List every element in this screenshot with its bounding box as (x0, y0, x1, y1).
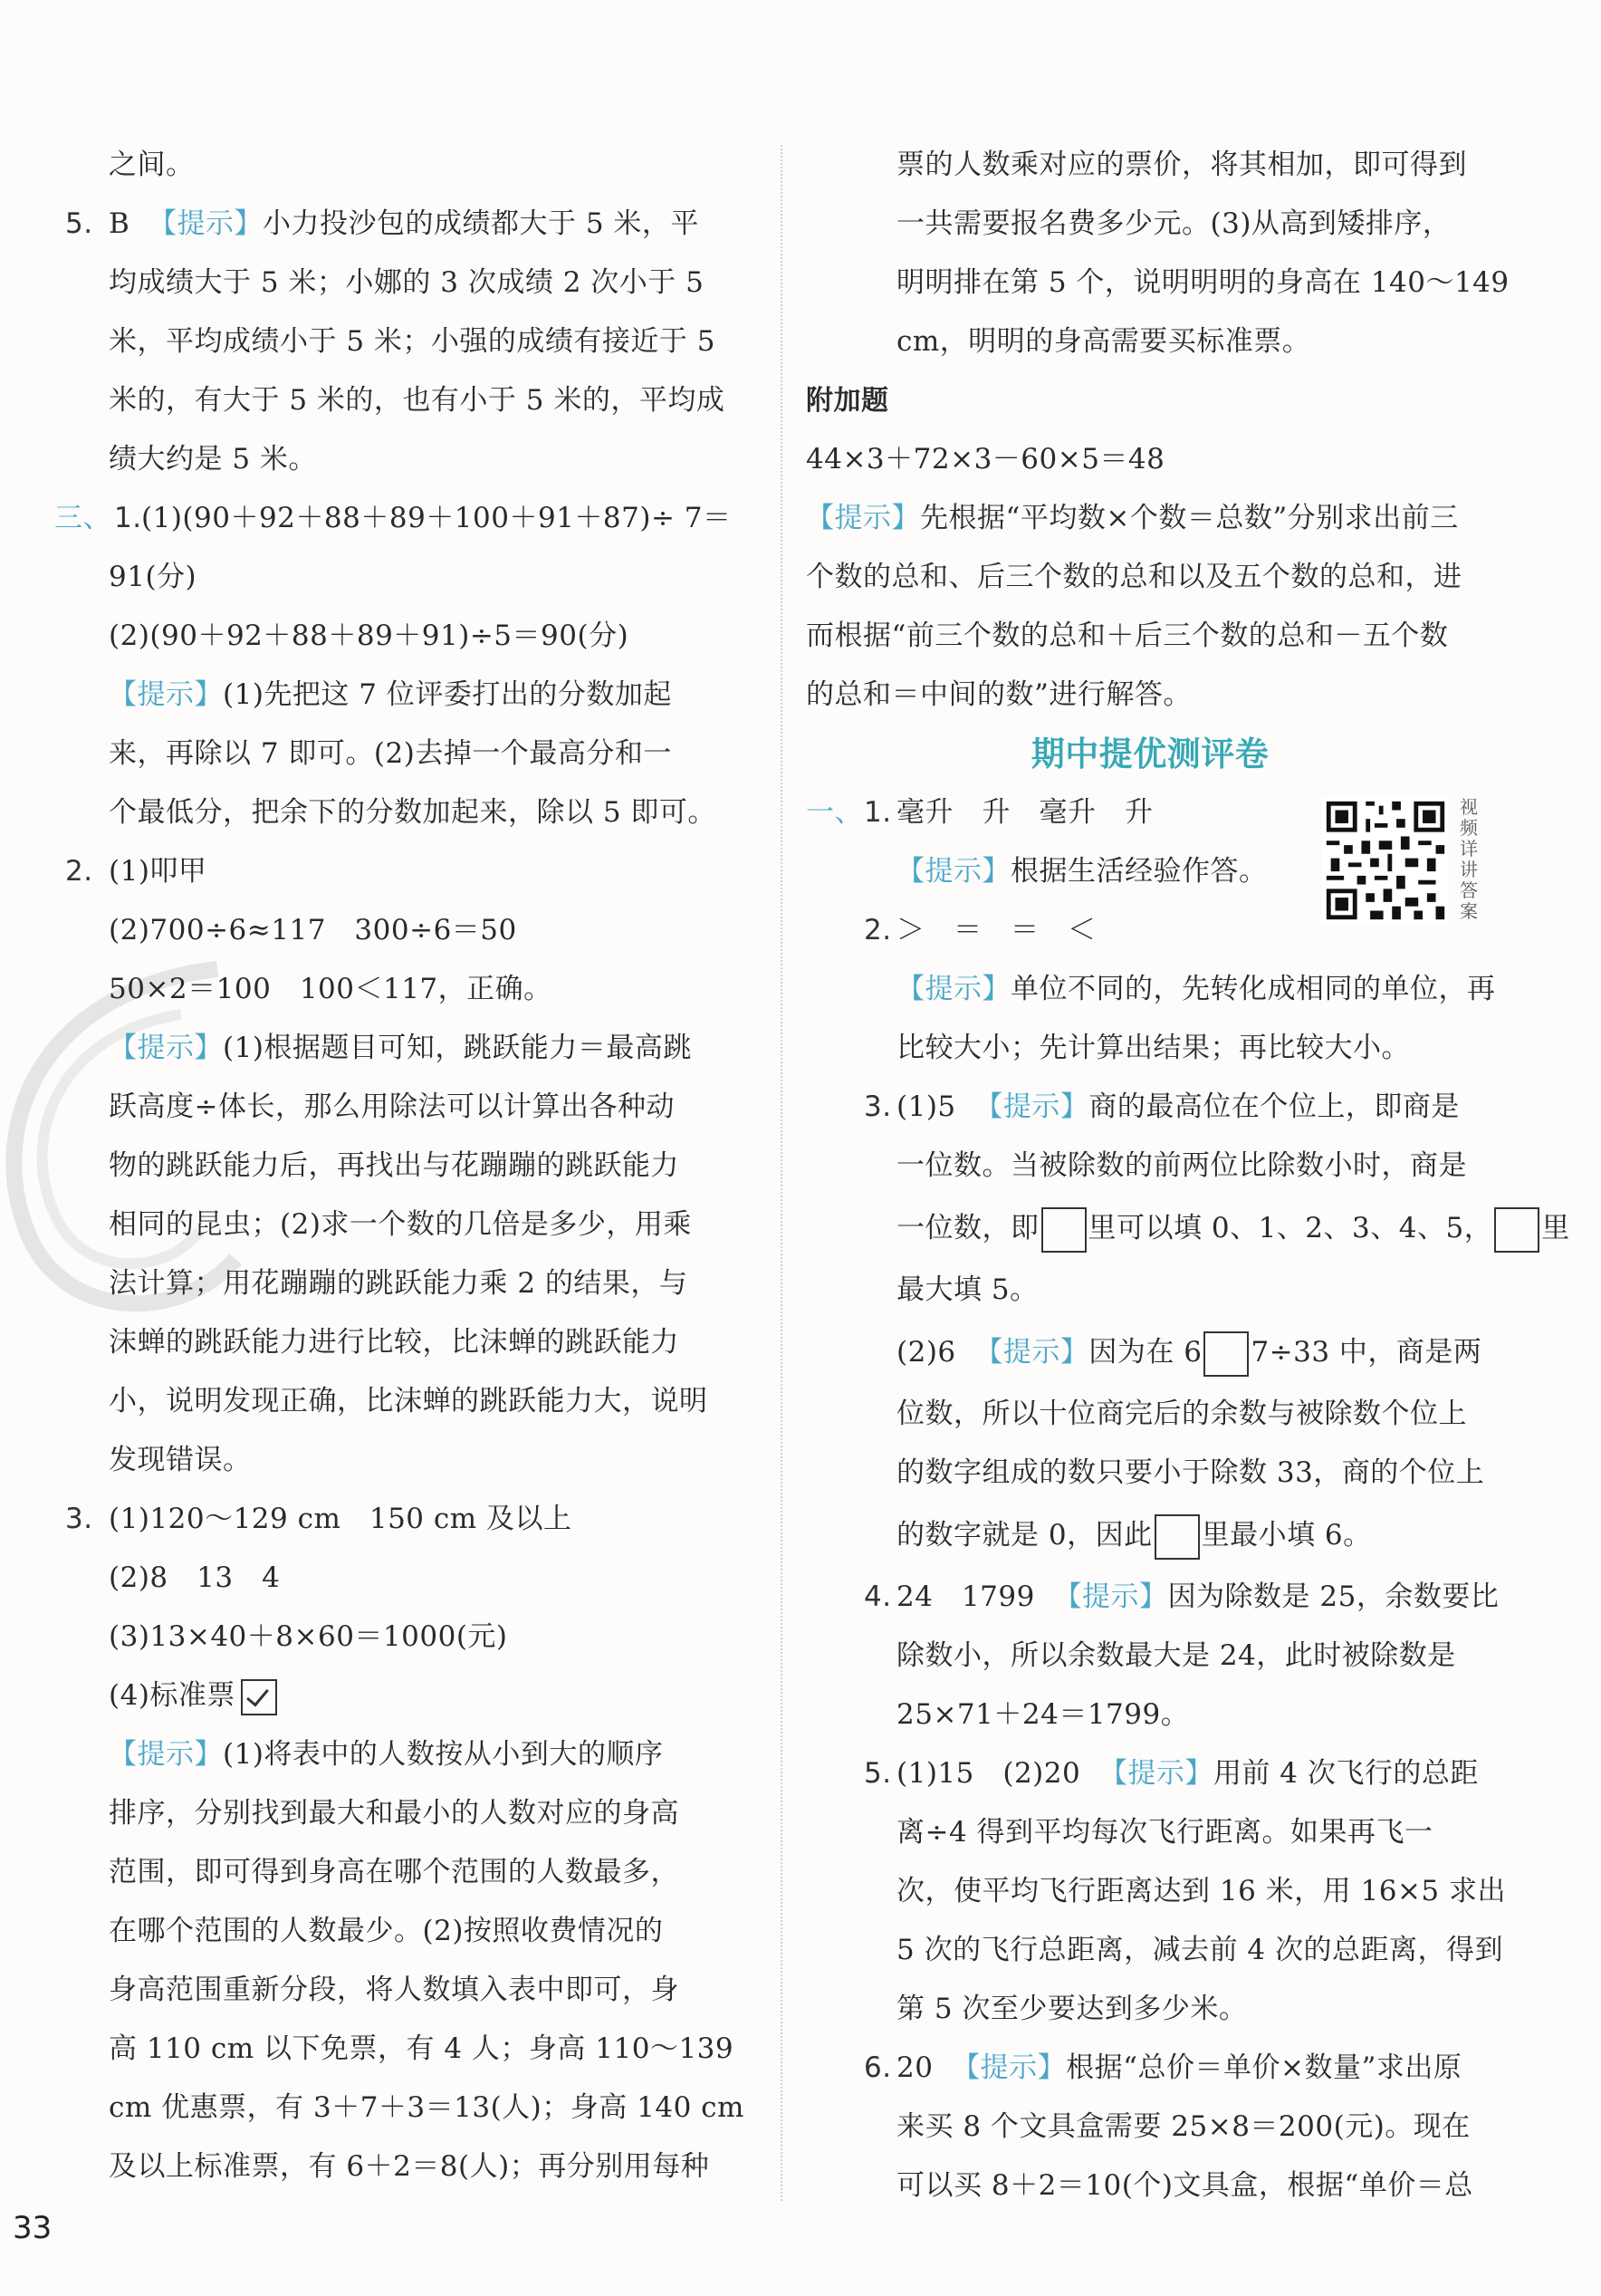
tip-text: 最大填 5。 (896, 1273, 1039, 1306)
line (806, 195, 1494, 254)
page-number: 33 (13, 2210, 53, 2246)
line (109, 1843, 752, 1902)
line (806, 1686, 1494, 1744)
tip-text: 身高范围重新分段，将人数填入表中即可，身 (109, 1974, 679, 2006)
line (806, 1921, 1504, 1980)
answer: (1)(90＋92＋88＋89＋100＋91＋87)÷ 7＝ (141, 502, 732, 534)
q6-line (806, 2039, 1494, 2098)
blank-box (1155, 1514, 1200, 1560)
tip-text: 物的跳跃能力后，再找出与花蹦蹦的跳跃能力 (109, 1149, 679, 1182)
q5-line (65, 195, 752, 254)
tip-text: 而根据“前三个数的总和＋后三个数的总和－五个数 (806, 620, 1449, 652)
tip-text: cm 优惠票，有 3＋7＋3＝13(人)；身高 140 cm (109, 2091, 744, 2124)
line (109, 1784, 752, 1843)
line (109, 725, 752, 783)
question-number: 5. (864, 1757, 892, 1790)
tip-text: (1)将表中的人数按从小到大的顺序 (223, 1738, 664, 1771)
tip-text: 来买 8 个文具盒需要 25×8＝200(元)。现在 (896, 2110, 1471, 2143)
line (806, 1261, 1494, 1320)
answer: (4)标准票 (109, 1679, 235, 1712)
tip-text: 高 110 cm 以下免票，有 4 人；身高 110～139 (109, 2032, 734, 2065)
line (109, 1725, 752, 1784)
q3-line (806, 1078, 1494, 1137)
answer: (2)8 13 4 (109, 1561, 281, 1594)
line (806, 1627, 1494, 1686)
tip-label: 【提示】 (109, 1738, 223, 1771)
line (109, 2079, 752, 2137)
answer: 20 (896, 2051, 934, 2084)
tip-text: 一位数。当被除数的前两位比除数小时，商是 (896, 1149, 1467, 1182)
tip-text: 小，说明发现正确，比沫蝉的跳跃能力大，说明 (109, 1385, 708, 1417)
line (109, 136, 752, 195)
tip-label: 【提示】 (109, 678, 223, 711)
tip-text: 的数字组成的数只要小于除数 33，商的个位上 (896, 1456, 1485, 1489)
line (109, 666, 752, 725)
tip-text: 除数小，所以余数最大是 24，此时被除数是 (896, 1639, 1456, 1672)
line (806, 548, 1494, 607)
tip-text: 因为在 6 (1088, 1336, 1203, 1369)
tip-text: 及以上标准票，有 6＋2＝8(人)；再分别用每种 (109, 2150, 710, 2183)
tip-text: 明明排在第 5 个，说明明明的身高在 140～149 (896, 266, 1510, 299)
exam-title: 期中提优测评卷 (1031, 735, 1270, 773)
line (806, 312, 1494, 371)
line (109, 1549, 752, 1608)
line (806, 2098, 1494, 2157)
tip-text: 单位不同的，先转化成相同的单位，再 (1011, 973, 1496, 1005)
question-number: 2. (65, 855, 93, 888)
section-label: 三、 (54, 502, 111, 534)
tip-text: 在哪个范围的人数最少。(2)按照收费情况的 (109, 1915, 664, 1947)
line (806, 1503, 1494, 1568)
blank-box (1203, 1331, 1249, 1377)
line (109, 901, 752, 960)
line (109, 548, 752, 607)
tip-text: 法计算；用花蹦蹦的跳跃能力乘 2 的结果，与 (109, 1267, 688, 1300)
tip-text: 离÷4 得到平均每次飞行距离。如果再飞一 (896, 1816, 1433, 1849)
tip-text: 相同的昆虫；(2)求一个数的几倍是多少，用乘 (109, 1208, 692, 1241)
tip-text: 第 5 次至少要达到多少米。 (896, 1993, 1248, 2025)
answer: 91(分) (109, 561, 197, 593)
line (806, 666, 1494, 725)
answer: 50×2＝100 100＜117，正确。 (109, 973, 552, 1005)
question-number: 5. (65, 207, 93, 240)
tip-text: 均成绩大于 5 米；小娜的 3 次成绩 2 次小于 5 (109, 266, 705, 299)
answer: ＞ ＝ ＝ ＜ (896, 914, 1097, 946)
question-number: 1. (864, 796, 892, 829)
question-number: 6. (864, 2051, 892, 2084)
tip-label: 【提示】 (896, 855, 1011, 888)
checked-box (241, 1679, 277, 1715)
tip-text: 个最低分，把余下的分数加起来，除以 5 即可。 (109, 796, 716, 829)
tip-text: 里可以填 0、1、2、3、4、5， (1088, 1212, 1493, 1244)
tip-label: 【提示】 (109, 1032, 223, 1064)
tip-text: 跃高度÷体长，那么用除法可以计算出各种动 (109, 1090, 675, 1123)
tip-text: 一位数，即 (896, 1212, 1040, 1244)
line (806, 1862, 1507, 1921)
tip-text: cm，明明的身高需要买标准票。 (896, 325, 1311, 358)
answer: (1)叩甲 (109, 855, 207, 888)
answer: (1)15 (2)20 (896, 1757, 1081, 1790)
right-column (806, 136, 1570, 2215)
tip-text: 沫蝉的跳跃能力进行比较，比沫蝉的跳跃能力 (109, 1326, 679, 1359)
question-number: 2. (864, 914, 892, 946)
tip-text: (1)根据题目可知，跳跃能力＝最高跳 (223, 1032, 692, 1064)
line (806, 430, 1494, 489)
tip-text: 米的，有大于 5 米的，也有小于 5 米的，平均成 (109, 384, 725, 417)
answer: (1)120～129 cm 150 cm 及以上 (109, 1503, 572, 1535)
line (806, 1137, 1494, 1196)
answer: 毫升 升 毫升 升 (896, 796, 1154, 829)
tip-text: 来，再除以 7 即可。(2)去掉一个最高分和一 (109, 737, 672, 770)
tip-text: 先根据“平均数×个数＝总数”分别求出前三 (920, 502, 1459, 534)
line (806, 1803, 1494, 1862)
tip-text: 可以买 8＋2＝10(个)文具盒，根据“单价＝总 (896, 2169, 1473, 2202)
tip-text: (1)先把这 7 位评委打出的分数加起 (223, 678, 672, 711)
question-number: 4. (864, 1580, 892, 1613)
line (109, 1313, 752, 1372)
line (109, 312, 752, 371)
s3-q3-line (65, 1490, 752, 1549)
tip-text: 一共需要报名费多少元。(3)从高到矮排序， (896, 207, 1452, 240)
line (109, 2137, 752, 2196)
tip-label: 【提示】 (1098, 1757, 1213, 1790)
tip-text: 排序，分别找到最大和最小的人数对应的身高 (109, 1797, 679, 1830)
tip-label: 【提示】 (1053, 1580, 1168, 1613)
tip-label: 【提示】 (952, 2051, 1067, 2084)
tip-text: 的总和＝中间的数”进行解答。 (806, 678, 1192, 711)
tip-text: 25×71＋24＝1799。 (896, 1698, 1190, 1731)
tip-label: 【提示】 (974, 1336, 1089, 1369)
tip-text: 的数字就是 0，因此 (896, 1519, 1153, 1551)
line (806, 136, 1494, 195)
tip-text: 比较大小；先计算出结果；再比较大小。 (896, 1032, 1410, 1064)
tip-text: 票的人数乘对应的票价，将其相加，即可得到 (896, 149, 1467, 181)
tip-text: 因为除数是 25，余数要比 (1167, 1580, 1500, 1613)
line (109, 607, 752, 666)
line (109, 1137, 752, 1196)
question-number: 3. (864, 1090, 892, 1123)
tip-text: 商的最高位在个位上，即商是 (1088, 1090, 1460, 1123)
tip-text: 根据“总价＝单价×数量”求出原 (1066, 2051, 1462, 2084)
line (806, 1385, 1494, 1444)
line (806, 960, 1494, 1019)
s3-q1-line (54, 489, 752, 548)
s3-q2-line (65, 842, 752, 901)
text: 之间。 (109, 149, 195, 181)
tip-text: 根据生活经验作答。 (1011, 855, 1268, 888)
tip-text: 小力投沙包的成绩都大于 5 米，平 (263, 207, 699, 240)
left-column (54, 136, 752, 2196)
qr-code-icon[interactable] (1322, 797, 1449, 924)
tip-text: 个数的总和、后三个数的总和以及五个数的总和，进 (806, 561, 1462, 593)
answer: (2)(90＋92＋88＋89＋91)÷5＝90(分) (109, 620, 629, 652)
column-divider (781, 145, 782, 2201)
line (806, 1196, 1570, 1261)
line (806, 2157, 1494, 2215)
question-number: 3. (65, 1503, 93, 1535)
line (806, 1980, 1494, 2039)
line (109, 1431, 752, 1490)
video-answer-label: 视频详讲答案 (1460, 796, 1478, 922)
answer: 44×3＋72×3－60×5＝48 (806, 443, 1165, 476)
q4-line (806, 1568, 1500, 1627)
question-number: 1. (114, 502, 142, 534)
line (109, 2020, 752, 2079)
tip-text: 里最小填 6。 (1201, 1519, 1372, 1551)
tip-text: 用前 4 次飞行的总距 (1213, 1757, 1479, 1790)
line (109, 960, 752, 1019)
tip-text: 发现错误。 (109, 1444, 252, 1476)
line (806, 1320, 1494, 1385)
q5-line (806, 1744, 1494, 1803)
section-label: 一、 (806, 796, 863, 829)
line (806, 489, 1494, 548)
tip-label: 【提示】 (896, 973, 1011, 1005)
line (109, 371, 752, 430)
tip-text: 米，平均成绩小于 5 米；小强的成绩有接近于 5 (109, 325, 716, 358)
tip-text: 7÷33 中，商是两 (1251, 1336, 1482, 1369)
answer: B (109, 207, 130, 240)
blank-box (1041, 1207, 1087, 1253)
line (806, 607, 1494, 666)
tip-text: 次，使平均飞行距离达到 16 米，用 16×5 求出 (896, 1875, 1507, 1907)
tip-text: 范围，即可得到身高在哪个范围的人数最多， (109, 1856, 679, 1888)
line (109, 1902, 752, 1961)
line (806, 254, 1510, 312)
answer: (2)700÷6≈117 300÷6＝50 (109, 914, 517, 946)
tip-label: 【提示】 (974, 1090, 1089, 1123)
line (806, 1019, 1494, 1078)
line (806, 371, 1494, 430)
answer: (3)13×40＋8×60＝1000(元) (109, 1620, 508, 1653)
tip-label: 【提示】 (806, 502, 920, 534)
blank-box (1494, 1207, 1539, 1253)
line (109, 1961, 752, 2020)
tip-text: 5 次的飞行总距离，减去前 4 次的总距离，得到 (896, 1934, 1504, 1966)
answer: 24 1799 (896, 1580, 1035, 1613)
answer: (1)5 (896, 1090, 956, 1123)
section-title: 附加题 (806, 385, 889, 417)
line (109, 1254, 752, 1313)
tip-text: 位数，所以十位商完后的余数与被除数个位上 (896, 1398, 1467, 1430)
line (109, 1196, 752, 1254)
line (109, 1078, 752, 1137)
answer: (2)6 (896, 1336, 956, 1369)
line (806, 1444, 1494, 1503)
line (109, 1667, 752, 1725)
line (109, 430, 752, 489)
tip-text: 里 (1541, 1212, 1570, 1244)
tip-text: 绩大约是 5 米。 (109, 443, 317, 476)
line (109, 1019, 752, 1078)
line (109, 1372, 752, 1431)
line (109, 783, 752, 842)
line (109, 254, 752, 312)
tip-label: 【提示】 (149, 207, 263, 240)
line (109, 1608, 752, 1667)
